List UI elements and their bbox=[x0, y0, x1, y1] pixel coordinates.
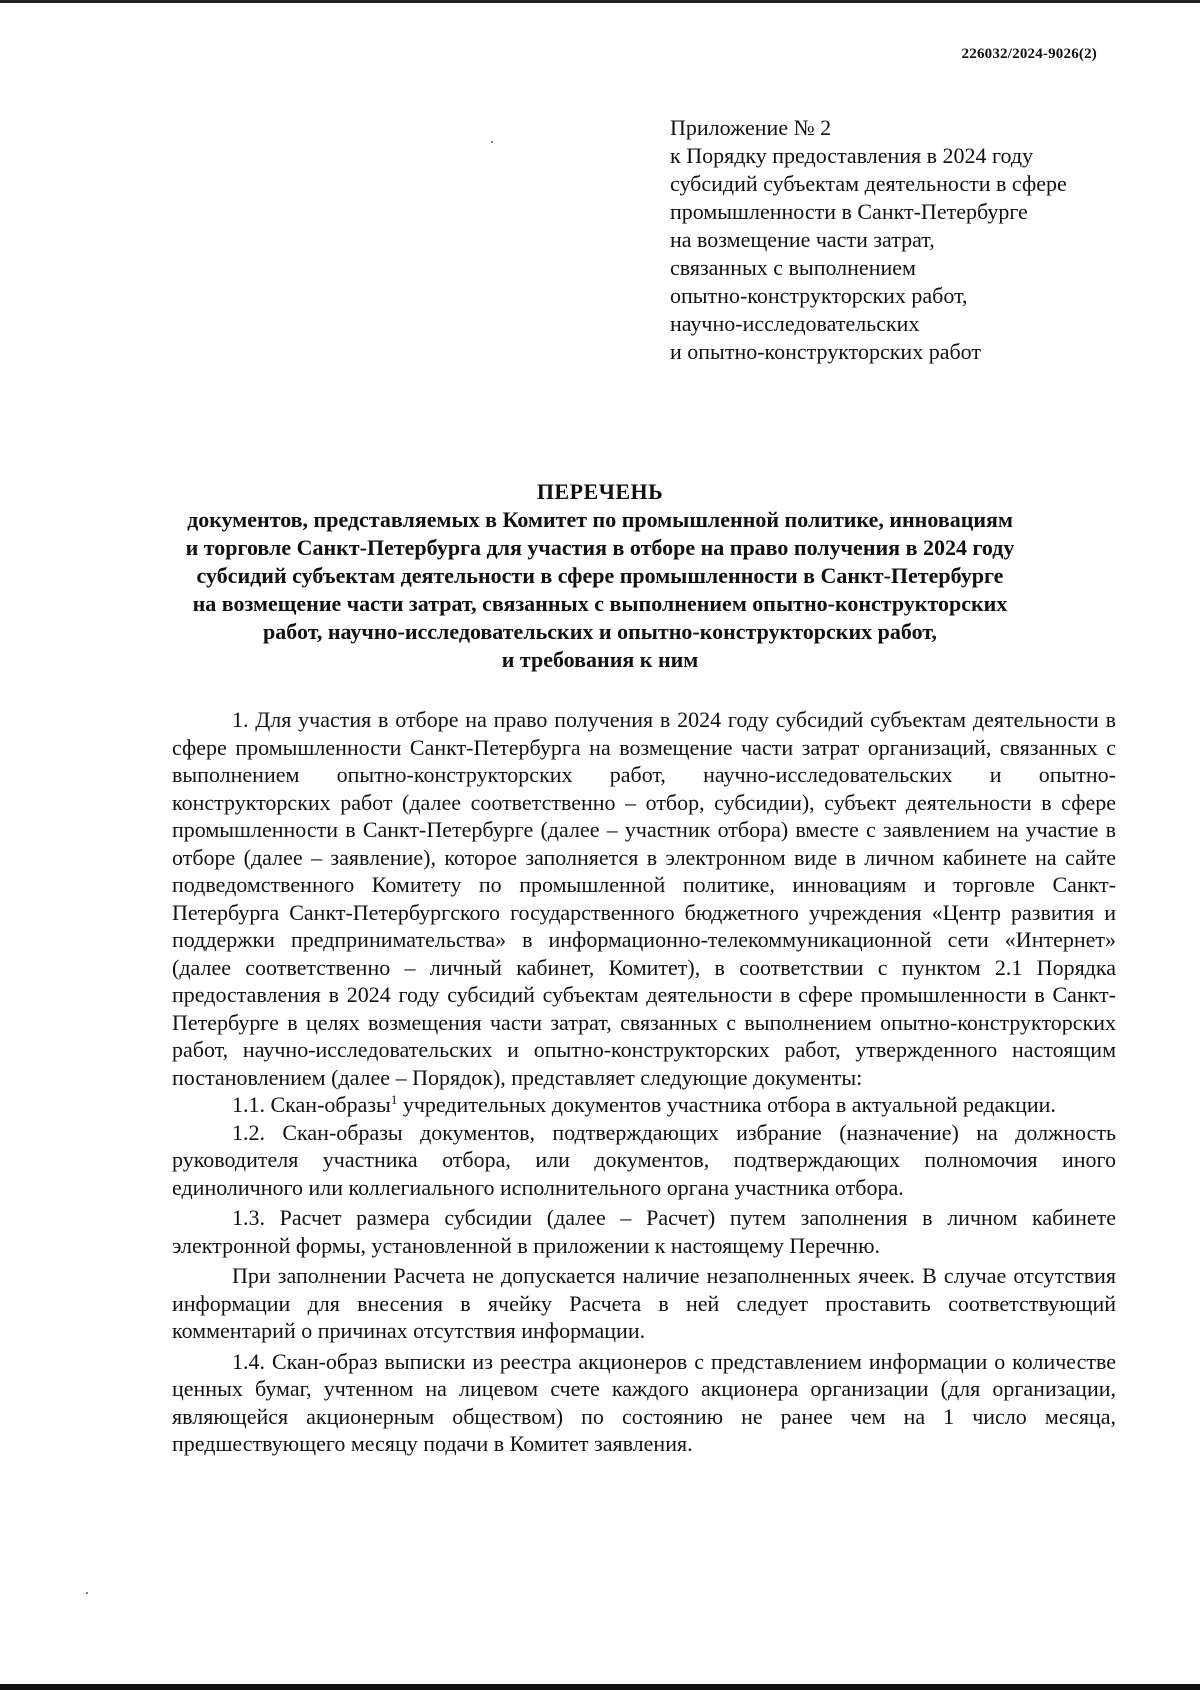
appendix-line: опытно-конструкторских работ, bbox=[670, 283, 968, 308]
title-line: работ, научно-исследовательских и опытно-конструкторских работ, bbox=[263, 619, 937, 644]
paragraph-1-1-start: 1.1. Скан-образы bbox=[232, 1092, 391, 1117]
appendix-line: к Порядку предоставления в 2024 году bbox=[670, 143, 1034, 168]
title-line: и требования к ним bbox=[501, 647, 699, 672]
paragraph-1-2: 1.2. Скан-образы документов, подтверждающих избрание (назначение) на должность руководителя участника отбора, или документов, подтверждающих полномочия иного единоличного или коллегиального исполнительного органа участника отбора. bbox=[172, 1119, 1116, 1200]
paragraph-1-3: 1.3. Расчет размера субсидии (далее – Расчет) путем заполнения в личном кабинете электронной формы, установленной в приложении к настоящему Перечню. bbox=[172, 1205, 1116, 1258]
scan-speck bbox=[491, 141, 493, 143]
appendix-line: промышленности в Санкт-Петербурге bbox=[670, 199, 1028, 224]
paragraph-1: 1. Для участия в отборе на право получения в 2024 году субсидий субъектам деятельности в сфере промышленности Санкт-Петербурга на возмещение части затрат организаций, связанных с выполнением опытно-конструкторских работ, научно-исследовательских и опытно-конструкторских работ (далее соответственно – отбор, субсидии), субъект деятельности в сфере промышленности в Санкт-Петербурге (далее – участник отбора) вместе с заявлением на участие в отборе (далее – заявление), которое заполняется в электронном виде в личном кабинете на сайте подведомственного Комитету по промышленной политике, инновациям и торговле Санкт-Петербурга Санкт-Петербургского государственного бюджетного учреждения «Центр развития и поддержки предпринимательства» в информационно-телекоммуникационной сети «Интернет» (далее соответственно – личный кабинет, Комитет), в соответствии с пунктом 2.1 Порядка предоставления в 2024 году субсидий субъектам деятельности в сфере промышленности в Санкт-Петербурге в целях возмещения части затрат, связанных с выполнением опытно-конструкторских работ, научно-исследовательских и опытно-конструкторских работ, утвержденного настоящим постановлением (далее – Порядок), представляет следующие документы: bbox=[172, 707, 1116, 1090]
paragraph-1-1-end: учредительных документов участника отбора в актуальной редакции. bbox=[397, 1092, 1056, 1117]
scan-speck bbox=[86, 1592, 88, 1594]
appendix-reference bbox=[670, 114, 1140, 366]
footnote-marker: 1 bbox=[390, 1092, 398, 1107]
appendix-line: субсидий субъектам деятельности в сфере bbox=[670, 171, 1067, 196]
title-line: субсидий субъектам деятельности в сфере промышленности в Санкт-Петербурге bbox=[196, 563, 1004, 588]
scan-border-bottom bbox=[0, 1684, 1200, 1690]
document-title bbox=[140, 478, 1060, 674]
title-line: и торговле Санкт-Петербурга для участия в отборе на право получения в 2024 году bbox=[185, 535, 1015, 560]
paragraph-1-4: 1.4. Скан-образ выписки из реестра акционеров с представлением информации о количестве ценных бумаг, учтенном на лицевом счете каждого акционера организации (для организации, являющейся акционерным обществом) по состоянию не ранее чем на 1 число месяца, предшествующего месяцу подачи в Комитет заявления. bbox=[172, 1348, 1116, 1456]
paragraph-1-1 bbox=[172, 1091, 1116, 1119]
title-heading: ПЕРЕЧЕНЬ bbox=[536, 479, 664, 504]
appendix-line: Приложение № 2 bbox=[670, 115, 832, 140]
document-body bbox=[172, 706, 1116, 1458]
paragraph-1-3-note: При заполнении Расчета не допускается наличие незаполненных ячеек. В случае отсутствия информации для внесения в ячейку Расчета в ней следует проставить соответствующий комментарий о причинах отсутствия информации. bbox=[172, 1263, 1116, 1343]
appendix-line: на возмещение части затрат, bbox=[670, 227, 935, 252]
scan-border-top bbox=[0, 0, 1200, 3]
title-line: документов, представляемых в Комитет по промышленной политике, инновациям bbox=[187, 507, 1013, 532]
appendix-line: связанных с выполнением bbox=[670, 255, 916, 280]
document-number: 226032/2024-9026(2) bbox=[961, 46, 1097, 62]
title-line: на возмещение части затрат, связанных с выполнением опытно-конструкторских bbox=[192, 591, 1008, 616]
appendix-line: научно-исследовательских bbox=[670, 311, 920, 336]
appendix-line: и опытно-конструкторских работ bbox=[670, 339, 981, 364]
